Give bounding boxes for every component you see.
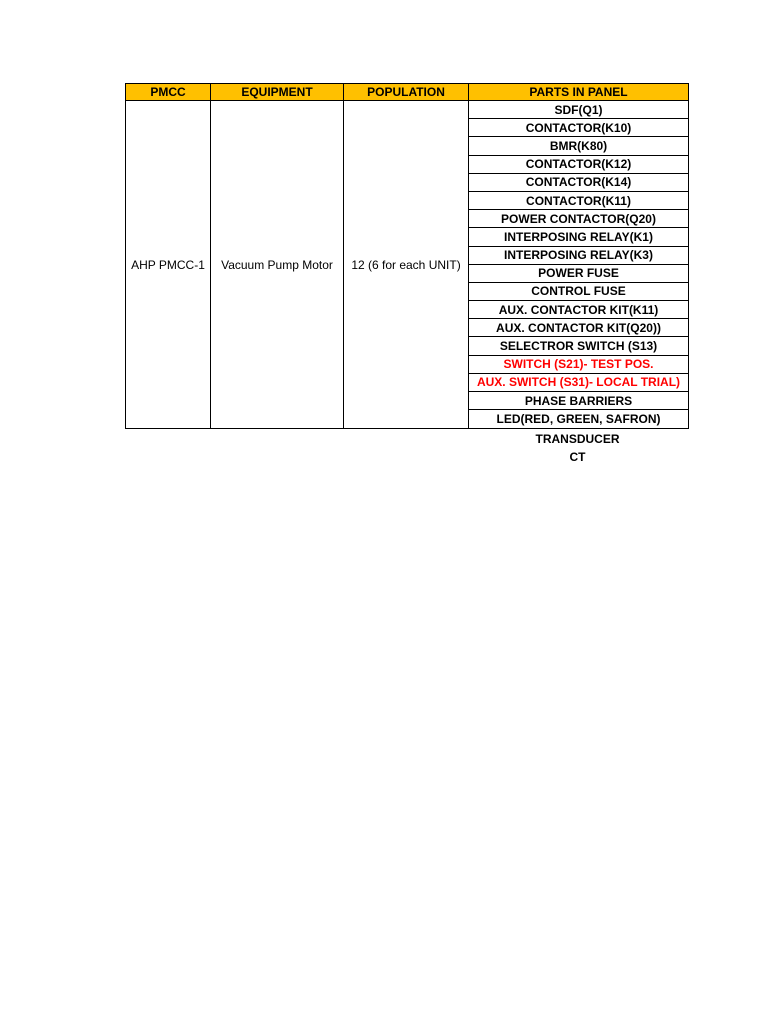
part-item: CONTACTOR(K12)	[469, 156, 688, 174]
part-item: AUX. SWITCH (S31)- LOCAL TRIAL)	[469, 374, 688, 392]
part-item: SWITCH (S21)- TEST POS.	[469, 356, 688, 374]
part-item: INTERPOSING RELAY(K1)	[469, 228, 688, 246]
part-item: POWER FUSE	[469, 265, 688, 283]
extra-part-item: TRANSDUCER	[535, 432, 620, 447]
part-item: CONTACTOR(K10)	[469, 119, 688, 137]
parts-list	[469, 101, 688, 428]
part-item: AUX. CONTACTOR KIT(K11)	[469, 301, 688, 319]
part-item: LED(RED, GREEN, SAFRON)	[496, 412, 661, 427]
part-item: CONTROL FUSE	[469, 283, 688, 301]
header-parts-in-panel: PARTS IN PANEL	[529, 85, 628, 99]
part-item: AUX. CONTACTOR KIT(Q20))	[469, 319, 688, 337]
extra-parts-list	[468, 430, 687, 466]
table-body-row	[125, 101, 689, 429]
table-header-row	[125, 83, 689, 101]
part-item: PHASE BARRIERS	[469, 392, 688, 410]
extra-part-item: CT	[569, 450, 586, 465]
header-equipment: EQUIPMENT	[211, 84, 344, 100]
header-pmcc: PMCC	[126, 84, 211, 100]
cell-pmcc: AHP PMCC-1	[126, 101, 211, 428]
part-item: SDF(Q1)	[469, 101, 688, 119]
part-item: POWER CONTACTOR(Q20)	[469, 210, 688, 228]
part-item: BMR(K80)	[469, 137, 688, 155]
parts-table	[125, 83, 689, 429]
part-item: CONTACTOR(K14)	[469, 174, 688, 192]
cell-equipment: Vacuum Pump Motor	[211, 101, 344, 428]
part-item: INTERPOSING RELAY(K3)	[469, 247, 688, 265]
part-item: CONTACTOR(K11)	[469, 192, 688, 210]
header-population: POPULATION	[344, 84, 469, 100]
part-item: SELECTROR SWITCH (S13)	[469, 337, 688, 355]
cell-population: 12 (6 for each UNIT)	[344, 101, 469, 428]
